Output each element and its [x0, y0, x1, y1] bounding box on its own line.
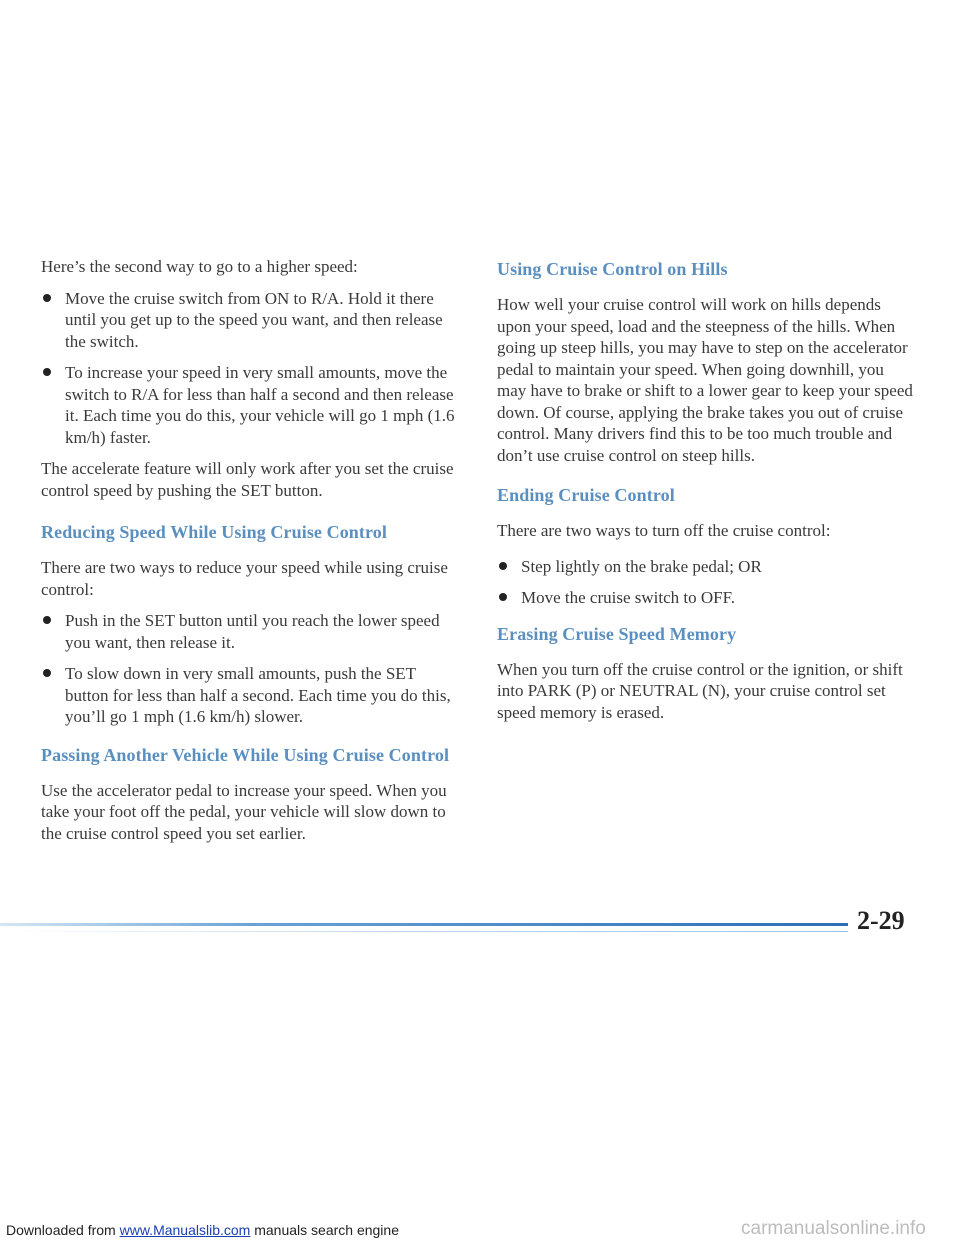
list-item: Move the cruise switch to OFF.	[497, 587, 917, 609]
right-column	[497, 256, 917, 733]
footer-prefix: Downloaded from	[6, 1222, 120, 1238]
bullet-icon	[43, 368, 51, 376]
list-item: To increase your speed in very small amounts, move the switch to R/A for less than half a second and then release it. Each time you do this, your vehicle will go 1 mph (1.6 km/h) faster.	[41, 362, 461, 448]
ending-text: There are two ways to turn off the cruise control:	[497, 521, 831, 540]
list-item: Move the cruise switch from ON to R/A. Hold it there until you get up to the speed you want, and then release the switch.	[41, 288, 461, 353]
left-column	[41, 256, 461, 854]
heading-reducing-speed: Reducing Speed While Using Cruise Control	[41, 522, 387, 542]
bullet-icon	[499, 593, 507, 601]
reducing-speed-text: There are two ways to reduce your speed while using cruise control:	[41, 558, 448, 599]
manualslib-link[interactable]: www.Manualslib.com	[119, 1222, 251, 1238]
accelerate-note: The accelerate feature will only work after you set the cruise control speed by pushing the SET button.	[41, 459, 454, 500]
accelerate-list	[41, 288, 461, 449]
erasing-text: When you turn off the cruise control or the ignition, or shift into PARK (P) or NEUTRAL (N), your cruise control set speed memory is erased.	[497, 659, 903, 722]
bullet-icon	[499, 562, 507, 570]
list-item: Push in the SET button until you reach the lower speed you want, then release it.	[41, 610, 461, 653]
hills-text: How well your cruise control will work on hills depends upon your speed, load and the steepness of the hills. When going up steep hills, you may have to step on the accelerator pedal to maintain your speed. When going downhill, you may have to brake or shift to a lower gear to keep your speed down. Of course, applying the brake takes you out of cruise control. Many drivers find this to be too much trouble and don’t use cruise control on steep hills.	[497, 295, 913, 465]
heading-passing: Passing Another Vehicle While Using Cruise Control	[41, 744, 450, 765]
bullet-icon	[43, 616, 51, 624]
page-rule-thin	[0, 931, 848, 932]
page-number: 2-29	[857, 906, 905, 935]
heading-ending: Ending Cruise Control	[497, 485, 675, 505]
heading-hills: Using Cruise Control on Hills	[497, 259, 728, 279]
footer-suffix: manuals search engine	[250, 1222, 399, 1238]
reduce-list	[41, 610, 461, 728]
page-rule	[0, 923, 848, 926]
intro-text: Here’s the second way to go to a higher speed:	[41, 257, 358, 276]
passing-text: Use the accelerator pedal to increase your speed. When you take your foot off the pedal, your vehicle will slow down to the cruise control speed you set earlier.	[41, 780, 447, 843]
bullet-icon	[43, 669, 51, 677]
list-item: Step lightly on the brake pedal; OR	[497, 556, 917, 578]
download-footer	[6, 1222, 399, 1238]
ending-list	[497, 556, 917, 609]
watermark-text: carmanualsonline.info	[741, 1218, 926, 1239]
list-item: To slow down in very small amounts, push the SET button for less than half a second. Each time you do this, you’ll go 1 mph (1.6 km/h) slower.	[41, 663, 461, 728]
bullet-icon	[43, 294, 51, 302]
heading-erasing: Erasing Cruise Speed Memory	[497, 623, 737, 644]
